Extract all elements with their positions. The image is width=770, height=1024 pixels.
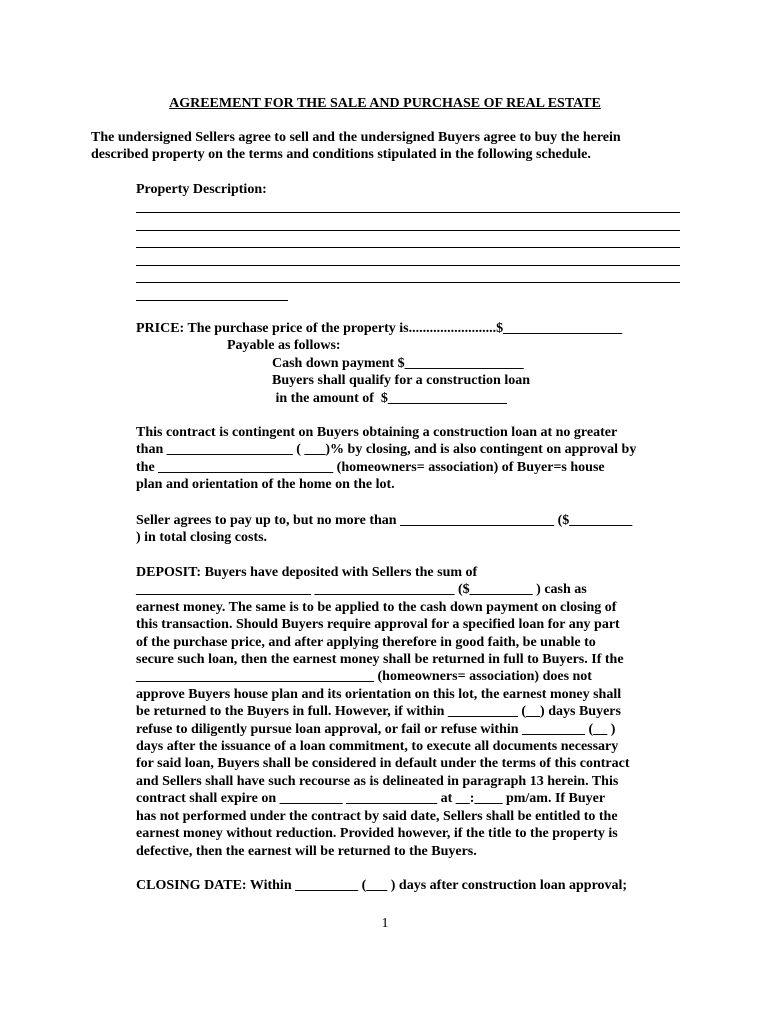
- paragraph-line: This contract is contingent on Buyers obtaining a construction loan at no greater: [136, 425, 618, 440]
- paragraph-line: plan and orientation of the home on the lot.: [136, 477, 395, 493]
- paragraph-line: than __________________ ( ___)% by closing, and is also contingent on approval by: [136, 442, 637, 458]
- payable-label: Payable as follows:: [227, 338, 341, 354]
- paragraph-line: _________________________ ____________________ ($_________ ) cash as: [136, 582, 587, 598]
- deposit-paragraph: [136, 564, 736, 860]
- paragraph-line: defective, then the earnest will be returned to the Buyers.: [136, 843, 477, 859]
- paragraph-line: the _________________________ (homeowners= association) of Buyer=s house: [136, 459, 605, 475]
- paragraph-line: refuse to diligently pursue loan approval, or fail or refuse within _________ (__ ): [136, 721, 616, 737]
- intro-paragraph: [91, 129, 691, 164]
- property-description-blank-line: [136, 247, 680, 248]
- paragraph-line: has not performed under the contract by said date, Sellers shall be entitled to the: [136, 808, 618, 824]
- paragraph-line: of the purchase price, and after applying therefore in good faith, be unable to: [136, 634, 596, 650]
- paragraph-line: secure such loan, then the earnest money shall be returned in full to Buyers. If the: [136, 652, 624, 668]
- property-description-blank-line: [136, 282, 680, 283]
- paragraph-line: ) in total closing costs.: [136, 530, 268, 546]
- paragraph-line: be returned to the Buyers in full. However, if within __________ (__) days Buyers: [136, 704, 621, 720]
- paragraph-line: days after the issuance of a loan commitment, to execute all documents necessary: [136, 739, 619, 755]
- paragraph-line: __________________________________ (homeowners= association) does not: [136, 669, 592, 685]
- property-description-label: Property Description:: [136, 182, 267, 197]
- construction-loan-line: Buyers shall qualify for a construction loan: [272, 373, 530, 389]
- paragraph-line: for said loan, Buyers shall be considered in default under the terms of this contract: [136, 756, 630, 772]
- closing-date-paragraph: [136, 877, 736, 894]
- property-description-blank-line: [136, 230, 680, 231]
- property-description-blank-line: [136, 212, 680, 213]
- loan-amount-line: in the amount of $_________________: [272, 390, 507, 406]
- page-number: 1: [381, 916, 389, 931]
- closing-costs-paragraph: [136, 512, 736, 547]
- property-description-blank-line: [136, 300, 288, 301]
- cash-down-line: Cash down payment $_________________: [272, 355, 524, 371]
- intro-line: The undersigned Sellers agree to sell and the undersigned Buyers agree to buy the herein: [91, 130, 621, 145]
- document-title: AGREEMENT FOR THE SALE AND PURCHASE OF REAL ESTATE: [169, 96, 601, 111]
- property-description-blank-line: [136, 265, 680, 266]
- paragraph-line: earnest money without reduction. Provided however, if the title to the property is: [136, 826, 618, 842]
- paragraph-line: this transaction. Should Buyers require approval for a specified loan for any part: [136, 617, 620, 633]
- paragraph-line: Seller agrees to pay up to, but no more than ______________________ ($_________: [136, 513, 633, 528]
- price-section: [136, 320, 736, 407]
- intro-line: described property on the terms and conditions stipulated in the following schedule.: [91, 147, 591, 163]
- paragraph-line: approve Buyers house plan and its orientation on this lot, the earnest money shall: [136, 686, 622, 702]
- paragraph-line: DEPOSIT: Buyers have deposited with Sellers the sum of: [136, 565, 478, 580]
- paragraph-line: and Sellers shall have such recourse as is delineated in paragraph 13 herein. This: [136, 773, 619, 789]
- contingent-paragraph: [136, 424, 736, 494]
- paragraph-line: earnest money. The same is to be applied to the cash down payment on closing of: [136, 599, 617, 615]
- price-line: PRICE: The purchase price of the property is.........................$_________________: [136, 321, 623, 336]
- paragraph-line: contract shall expire on _________ _____________ at __:____ pm/am. If Buyer: [136, 791, 606, 807]
- paragraph-line: CLOSING DATE: Within _________ (___ ) days after construction loan approval;: [136, 878, 628, 893]
